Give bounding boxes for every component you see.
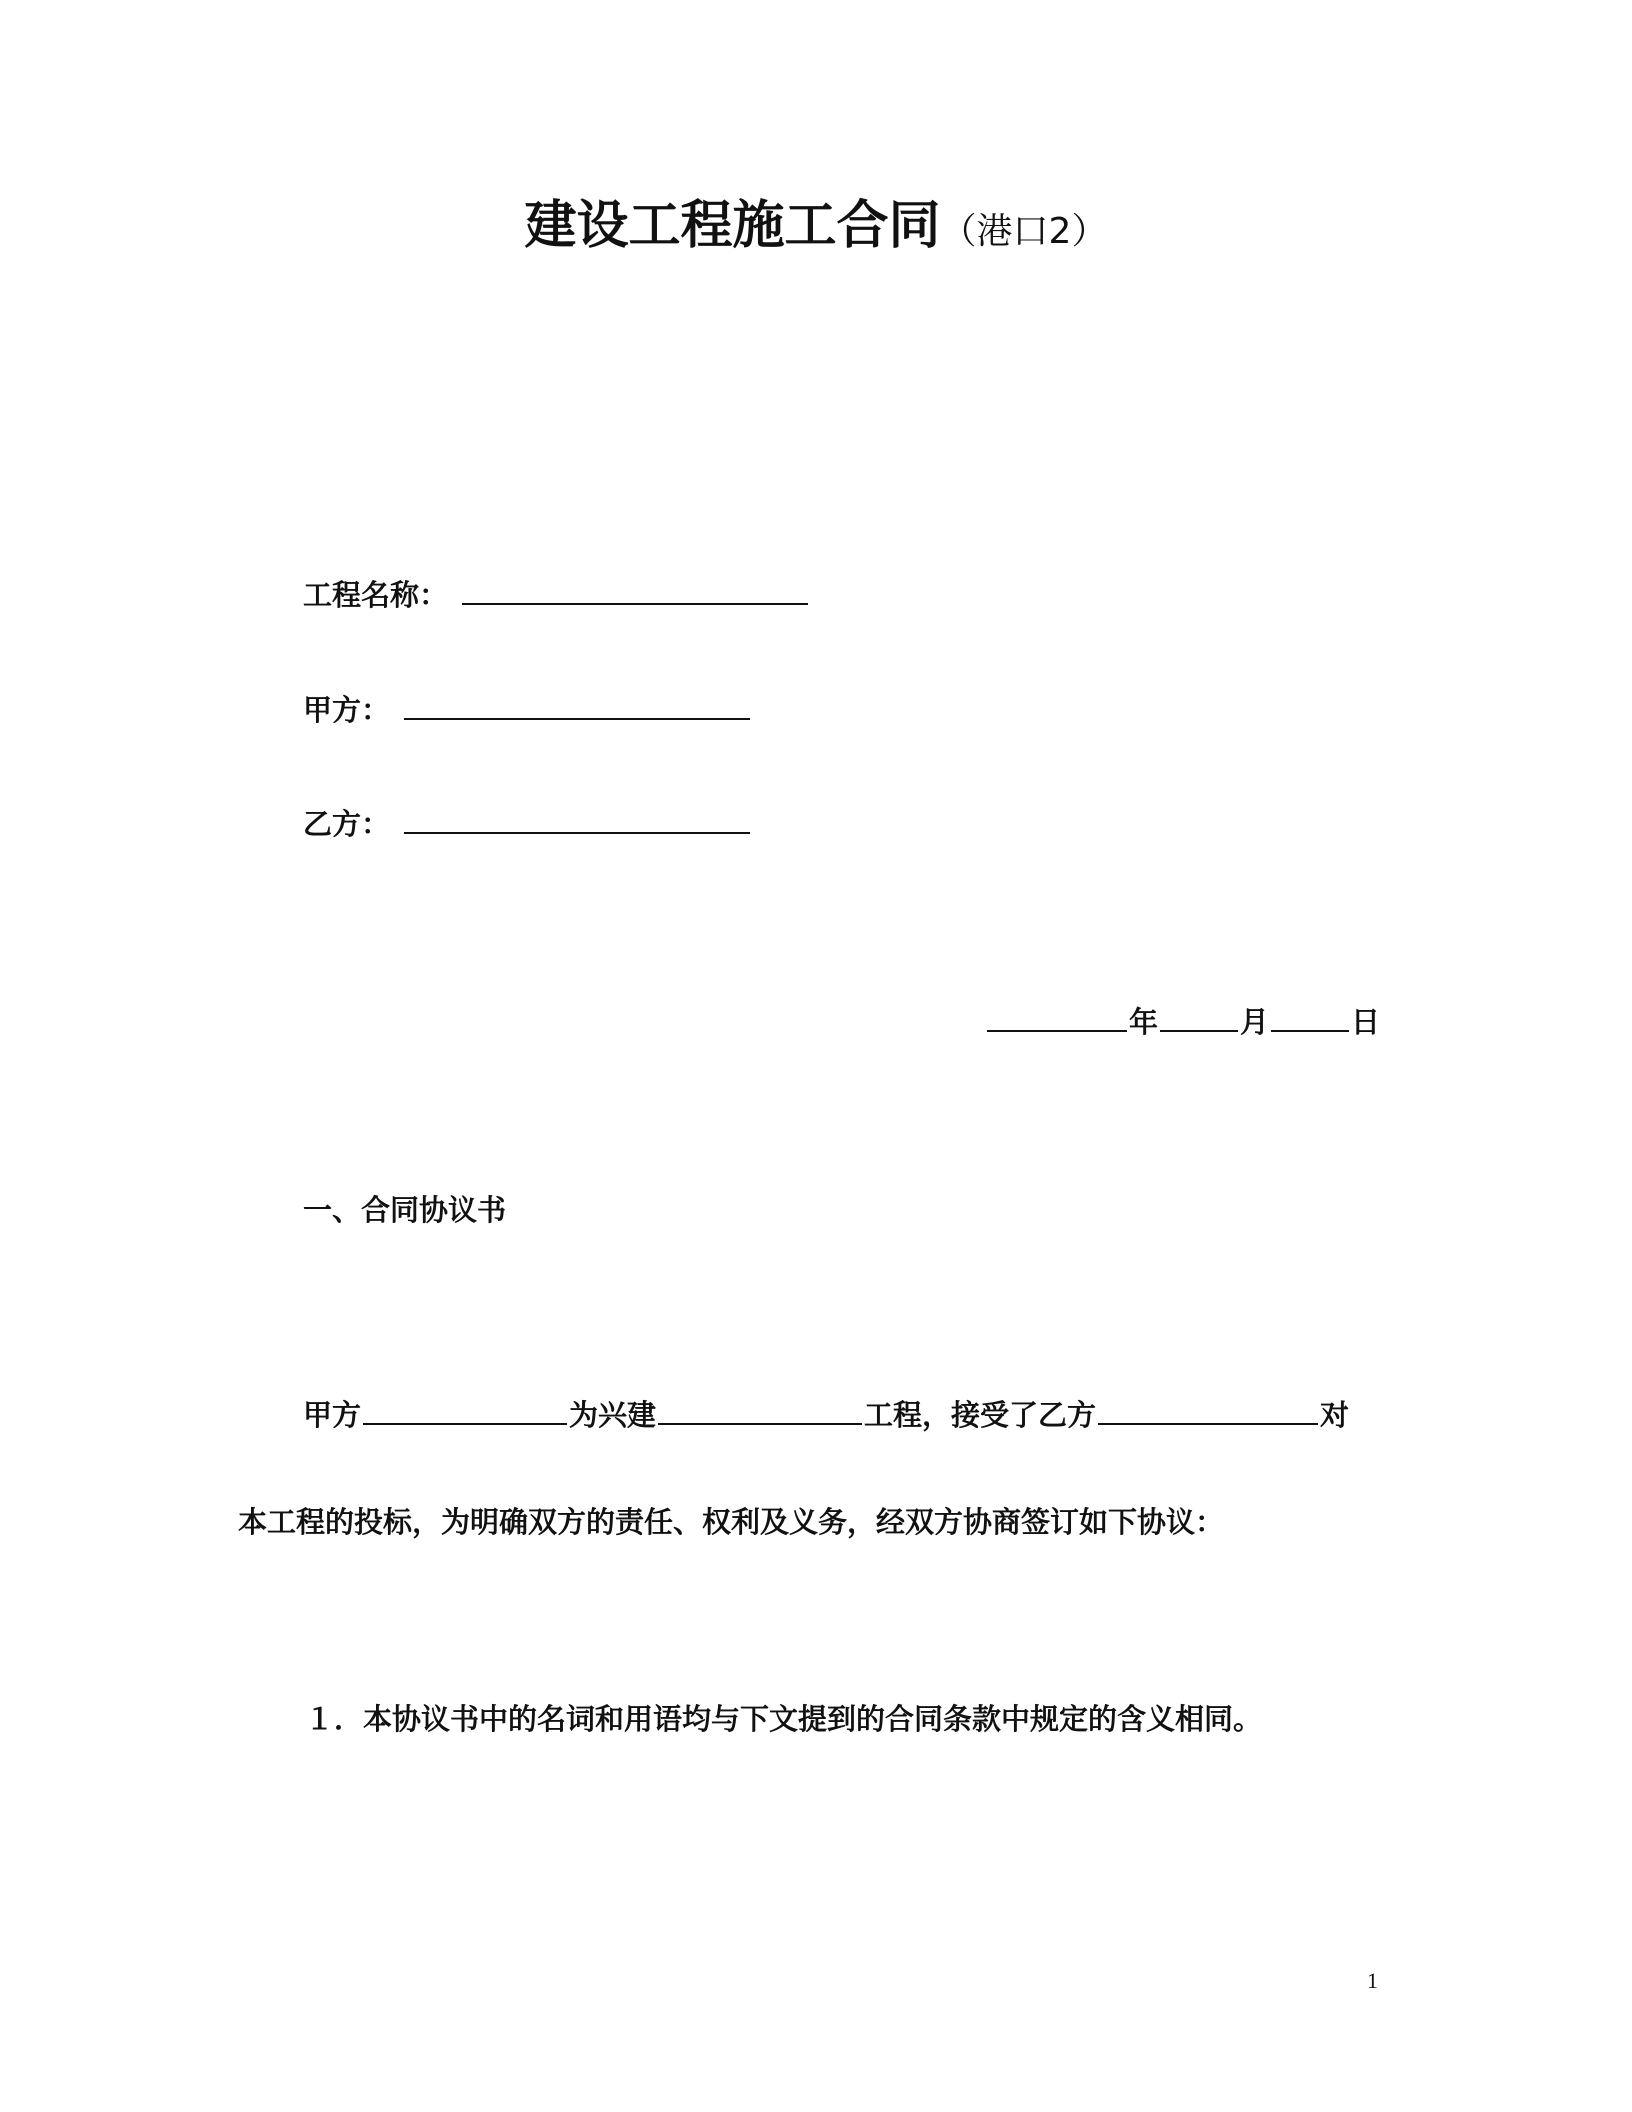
title-main: 建设工程施工合同 bbox=[524, 196, 941, 256]
party-b-name-blank bbox=[1098, 1393, 1318, 1425]
intro-build-for: 为兴建 bbox=[569, 1398, 657, 1432]
party-a-name-blank bbox=[363, 1393, 567, 1425]
intro-project-accept: 工程，接受了乙方 bbox=[864, 1398, 1097, 1432]
month-blank bbox=[1160, 1000, 1238, 1032]
project-blank bbox=[658, 1393, 862, 1425]
intro-line-2: 本工程的投标，为明确双方的责任、权利及义务，经双方协商签订如下协议： bbox=[238, 1505, 1225, 1539]
year-blank bbox=[987, 1000, 1127, 1032]
document-title bbox=[0, 196, 1632, 256]
day-label: 日 bbox=[1351, 1005, 1381, 1039]
party-b-blank bbox=[404, 802, 750, 834]
project-name-label: 工程名称： bbox=[303, 578, 449, 612]
section-heading: 一、合同协议书 bbox=[303, 1193, 507, 1227]
party-b-line bbox=[303, 802, 752, 839]
clause-1: １．本协议书中的名词和用语均与下文提到的合同条款中规定的含义相同。 bbox=[305, 1702, 1263, 1736]
month-label: 月 bbox=[1240, 1005, 1270, 1039]
intro-line-1 bbox=[303, 1393, 1349, 1430]
title-subtitle: （港口2） bbox=[940, 211, 1108, 252]
party-a-line bbox=[303, 688, 752, 725]
year-label: 年 bbox=[1129, 1005, 1159, 1039]
project-name-line bbox=[303, 573, 810, 610]
party-a-blank bbox=[404, 688, 750, 720]
page-number: 1 bbox=[1367, 1968, 1378, 1993]
intro-regarding: 对 bbox=[1320, 1398, 1350, 1432]
date-line bbox=[985, 1000, 1380, 1037]
project-name-blank bbox=[462, 573, 808, 605]
day-blank bbox=[1271, 1000, 1349, 1032]
party-a-label: 甲方： bbox=[303, 693, 391, 727]
intro-party-a: 甲方 bbox=[303, 1398, 362, 1432]
party-b-label: 乙方： bbox=[303, 807, 391, 841]
